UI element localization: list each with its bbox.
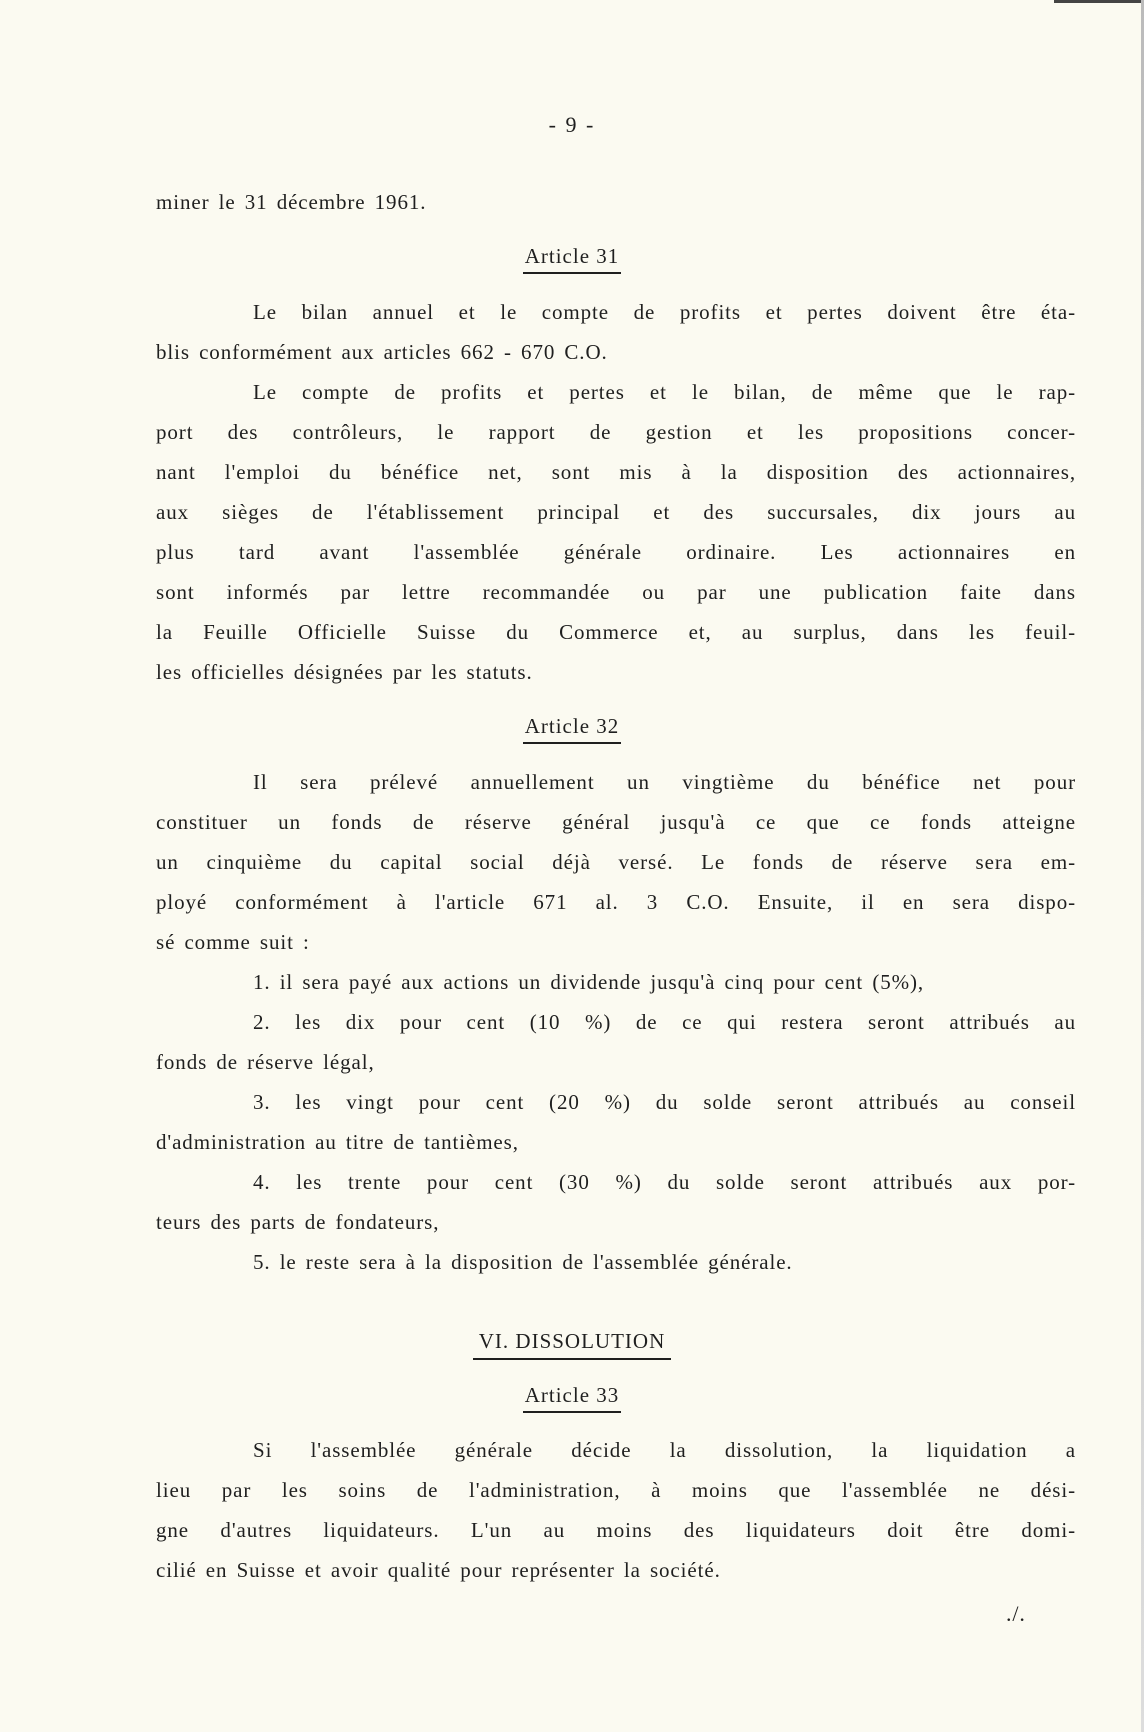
page-number: - 9 - <box>548 112 596 137</box>
article-31-heading <box>0 243 1144 274</box>
list-item-continuation: teurs des parts de fondateurs, <box>156 1210 440 1234</box>
text-line: lieu par les soins de l'administration, à moins que l'assemblée ne dési- <box>156 1478 1076 1502</box>
article-33-heading <box>0 1382 1144 1413</box>
text-line: un cinquième du capital social déjà versé. Le fonds de réserve sera em- <box>156 850 1076 874</box>
text-line: cilié en Suisse et avoir qualité pour représenter la société. <box>156 1558 721 1582</box>
list-item: 2. les dix pour cent (10 %) de ce qui restera seront attribués au <box>253 1010 1076 1034</box>
text-line: Si l'assemblée générale décide la dissolution, la liquidation a <box>253 1438 1076 1462</box>
list-item: 1. il sera payé aux actions un dividende jusqu'à cinq pour cent (5%), <box>253 970 925 994</box>
continuation-mark: ./. <box>1006 1601 1026 1626</box>
text-line: gne d'autres liquidateurs. L'un au moins des liquidateurs doit être domi- <box>156 1518 1076 1542</box>
text-line: port des contrôleurs, le rapport de gestion et les propositions concer- <box>156 420 1076 444</box>
text-line: les officielles désignées par les statuts. <box>156 660 533 684</box>
heading-text: Article 32 <box>523 713 622 744</box>
text-line: miner le 31 décembre 1961. <box>156 190 427 214</box>
section-heading <box>0 1328 1144 1360</box>
text-line: Le bilan annuel et le compte de profits et pertes doivent être éta- <box>253 300 1076 324</box>
list-item: 3. les vingt pour cent (20 %) du solde seront attribués au conseil <box>253 1090 1076 1114</box>
heading-text: Article 33 <box>523 1382 622 1413</box>
list-item-continuation: d'administration au titre de tantièmes, <box>156 1130 519 1154</box>
article-32-heading <box>0 713 1144 744</box>
text-line: la Feuille Officielle Suisse du Commerce et, au surplus, dans les feuil- <box>156 620 1076 644</box>
text-line: constituer un fonds de réserve général jusqu'à ce que ce fonds atteigne <box>156 810 1076 834</box>
list-item-continuation: fonds de réserve légal, <box>156 1050 375 1074</box>
text-line: ployé conformément à l'article 671 al. 3 C.O. Ensuite, il en sera dispo- <box>156 890 1076 914</box>
list-item: 5. le reste sera à la disposition de l'assemblée générale. <box>253 1250 793 1274</box>
heading-text: Article 31 <box>523 243 622 274</box>
text-line: Le compte de profits et pertes et le bilan, de même que le rap- <box>253 380 1076 404</box>
text-line: sé comme suit : <box>156 930 310 954</box>
text-line: blis conformément aux articles 662 - 670 C.O. <box>156 340 608 364</box>
heading-text: VI. DISSOLUTION <box>473 1328 672 1360</box>
text-line: plus tard avant l'assemblée générale ordinaire. Les actionnaires en <box>156 540 1076 564</box>
text-line: sont informés par lettre recommandée ou par une publication faite dans <box>156 580 1076 604</box>
text-line: nant l'emploi du bénéfice net, sont mis à la disposition des actionnaires, <box>156 460 1076 484</box>
text-line: Il sera prélevé annuellement un vingtième du bénéfice net pour <box>253 770 1076 794</box>
scan-edge-mark <box>1054 0 1144 3</box>
text-line: aux sièges de l'établissement principal et des succursales, dix jours au <box>156 500 1076 524</box>
list-item: 4. les trente pour cent (30 %) du solde seront attribués aux por- <box>253 1170 1076 1194</box>
